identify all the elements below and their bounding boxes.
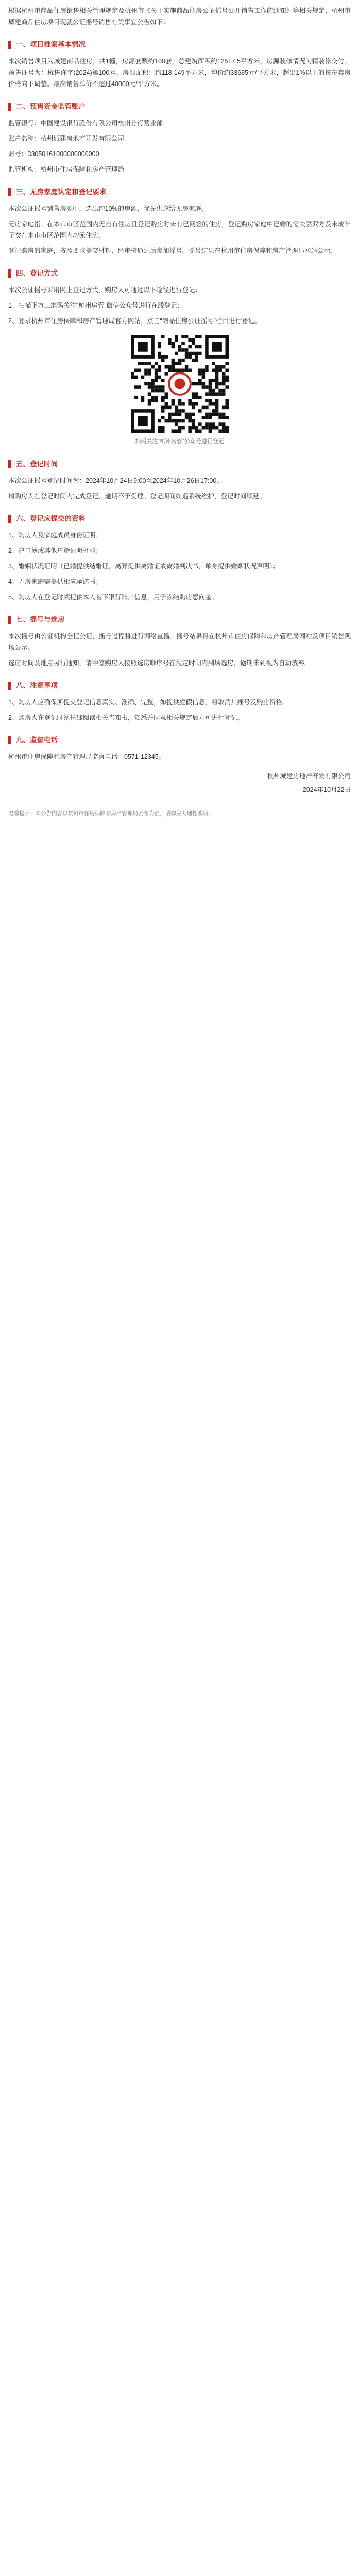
section-title: 二、预售资金监管账户 (16, 103, 86, 110)
announcement-page (0, 0, 359, 828)
section-paragraph: 监管机构：杭州市住房保障和房产管理局 (8, 166, 125, 173)
section-heading (8, 187, 351, 198)
signature-date: 2024年10月22日 (302, 786, 351, 793)
section-paragraph: 账户名称：杭州城建房地产开发有限公司 (8, 135, 125, 142)
qr-caption: 扫码关注“杭州房管”公众号进行登记 (135, 438, 224, 445)
section-title: 四、登记方式 (16, 269, 58, 277)
section-title: 一、项目推案基本情况 (16, 41, 86, 48)
section-marker-icon (8, 616, 11, 624)
section-paragraph: 本次公证摇号销售房源中，选出约10%的房源，优先供应给无房家庭。 (8, 205, 208, 212)
section-marker-icon (8, 460, 11, 468)
section-title: 六、登记应提交的资料 (16, 515, 86, 522)
section-paragraph: 本次公证摇号采用网上登记方式，购房人可通过以下途径进行登记： (8, 286, 202, 294)
sections-container (8, 39, 351, 762)
section-paragraph: 请购房人在登记时间内完成登记，逾期不予受理。登记期间如遇系统维护，登记时间顺延。 (8, 493, 266, 500)
section-paragraph: 监管银行：中国建设银行股份有限公司杭州分行营业部 (8, 120, 163, 127)
footnote: 温馨提示：本公告内容以杭州市住房保障和房产管理局公布为准，请购房人理性购房。 (8, 805, 351, 818)
section-paragraph: 2、户口簿或其他户籍证明材料； (8, 547, 102, 554)
section-paragraph: 5、购房人在登记时须提供本人名下银行账户信息，用于冻结购房意向金。 (8, 594, 218, 601)
section-paragraph: 2、购房人在登记时须仔细阅读相关告知书，知悉并同意相关规定后方可进行登记。 (8, 714, 244, 721)
section-paragraph: 无房家庭指：在本市市区范围内无自有住房且登记购房时未有已网签的住房，登记购房家庭中已婚的需夫妻双方及未成年子女在本市市区范围内均无住房。 (8, 221, 351, 239)
section-paragraph: 本次公证摇号登记时间为：2024年10月24日9:00至2024年10月26日17:00。 (8, 477, 223, 484)
section-title: 三、无房家庭认定和登记要求 (16, 188, 107, 196)
section-heading (8, 39, 351, 50)
section-paragraph: 本次销售项目为城建商品住房，共1幢，房源套数约100套，总建筑面积约12517.5平方米，房源装修情况为精装修交付。预售证号为：杭售许字(2024)第100号。房源面积：约118-149平方米，均价约33685元/平方米，超出1%以上的按每套房价格向下调整。最高销售单价不超过40000元/平方米。 (8, 58, 351, 88)
section-marker-icon (8, 269, 11, 278)
section-heading (8, 513, 351, 524)
section-paragraph: 本次摇号由公证机构全程公证，摇号过程将进行网络直播。摇号结果将在杭州市住房保障和房产管理局网站及项目销售现场公示。 (8, 633, 351, 651)
section-marker-icon (8, 515, 11, 523)
section-paragraph: 账号：33050161000000000000 (8, 150, 99, 158)
section-heading (8, 101, 351, 112)
section-paragraph: 杭州市住房保障和房产管理局监督电话：0571-12345。 (8, 753, 165, 760)
section-heading (8, 268, 351, 279)
intro-paragraph: 根据杭州市商品住房销售相关管理规定及杭州市《关于实施商品住房公证摇号公开销售工作的通知》等相关规定，杭州市城建商品住房项目现就公证摇号销售有关事宜公告如下： (8, 7, 351, 26)
section-paragraph: 3、婚姻状况证明（已婚提供结婚证，离异提供离婚证或离婚判决书，单身提供婚姻状况声明）； (8, 563, 279, 570)
section-marker-icon (8, 736, 11, 744)
section-title: 五、登记时间 (16, 460, 58, 468)
section-paragraph: 4、无房家庭需提供相应承诺书； (8, 578, 102, 585)
section-paragraph: 1、购房人应确保所提交登记信息真实、准确、完整，如提供虚假信息，将取消其摇号及购房资格。 (8, 699, 289, 706)
section-heading (8, 735, 351, 746)
section-heading (8, 680, 351, 691)
section-title: 七、摇号与选房 (16, 616, 65, 623)
section-heading (8, 614, 351, 625)
section-paragraph: 1、购房人及家庭成员身份证明； (8, 532, 102, 539)
section-marker-icon (8, 188, 11, 196)
section-marker-icon (8, 41, 11, 49)
signature-company: 杭州城建房地产开发有限公司 (267, 773, 351, 780)
section-paragraph: 登记购房的家庭，按照要求提交材料，经审核通过后参加摇号。摇号结果在杭州市住房保障和房产管理局网站公示。 (8, 247, 337, 255)
section-title: 八、注意事项 (16, 682, 58, 689)
section-paragraph: 2、登录杭州市住房保障和房产管理局官方网站，点击“商品住房公证摇号”栏目进行登记。 (8, 317, 261, 325)
qr-code-icon[interactable] (131, 335, 229, 433)
qr-block (8, 335, 351, 447)
section-paragraph: 1、扫描下方二维码关注“杭州房管”微信公众号进行在线登记； (8, 302, 184, 309)
section-heading (8, 459, 351, 470)
signature-block (8, 771, 351, 795)
section-marker-icon (8, 682, 11, 690)
section-title: 九、监督电话 (16, 736, 58, 744)
section-marker-icon (8, 103, 11, 111)
section-paragraph: 选房时间及地点另行通知，请中签购房人按照选房顺序号在规定时间内到场选房，逾期未到视为自动放弃。 (8, 659, 311, 667)
